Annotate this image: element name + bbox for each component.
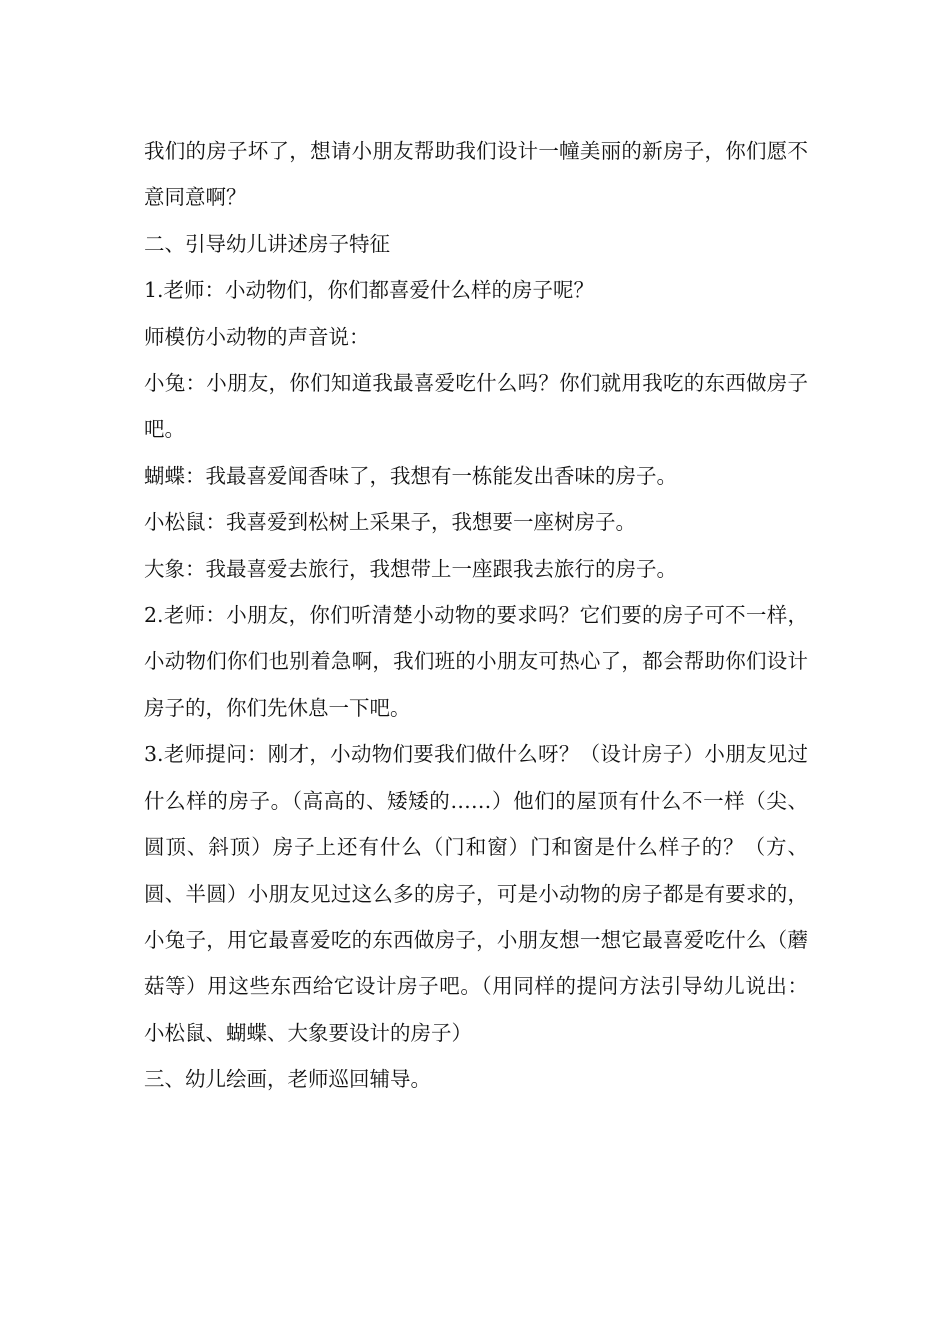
paragraph-squirrel: 小松鼠：我喜爱到松树上采果子，我想要一座树房子。 [144,510,636,535]
section-heading-2: 二、引导幼儿讲述房子特征 [144,231,390,256]
paragraph-rabbit: 小兔：小朋友，你们知道我最喜爱吃什么吗？你们就用我吃的东西做房子吧。 [144,371,808,442]
section-heading-3: 三、幼儿绘画，老师巡回辅导。 [144,1067,431,1092]
document-body [144,128,808,1103]
paragraph-teacher-question-1: 1.老师：小动物们，你们都喜爱什么样的房子呢？ [144,278,595,303]
paragraph-intro-continuation: 我们的房子坏了，想请小朋友帮助我们设计一幢美丽的新房子，你们愿不意同意啊？ [144,139,808,210]
paragraph-teacher-imitates: 师模仿小动物的声音说： [144,324,370,349]
paragraph-butterfly: 蝴蝶：我最喜爱闻香味了，我想有一栋能发出香味的房子。 [144,463,677,488]
paragraph-teacher-question-3: 3.老师提问：刚才，小动物们要我们做什么呀？（设计房子）小朋友见过什么样的房子。（高高的、矮矮的……）他们的屋顶有什么不一样（尖、圆顶、斜顶）房子上还有什么（门和窗）门和窗是什么样子的？（方、圆、半圆）小朋友见过这么多的房子，可是小动物的房子都是有要求的，小兔子，用它最喜爱吃的东西做房子，小朋友想一想它最喜爱吃什么（蘑菇等）用这些东西给它设计房子吧。（用同样的提问方法引导幼儿说出：小松鼠、蝴蝶、大象要设计的房子） [144,742,808,1045]
paragraph-teacher-question-2: 2.老师：小朋友，你们听清楚小动物的要求吗？它们要的房子可不一样，小动物们你们也别着急啊，我们班的小朋友可热心了，都会帮助你们设计房子的，你们先休息一下吧。 [144,603,808,720]
paragraph-elephant: 大象：我最喜爱去旅行，我想带上一座跟我去旅行的房子。 [144,556,677,581]
